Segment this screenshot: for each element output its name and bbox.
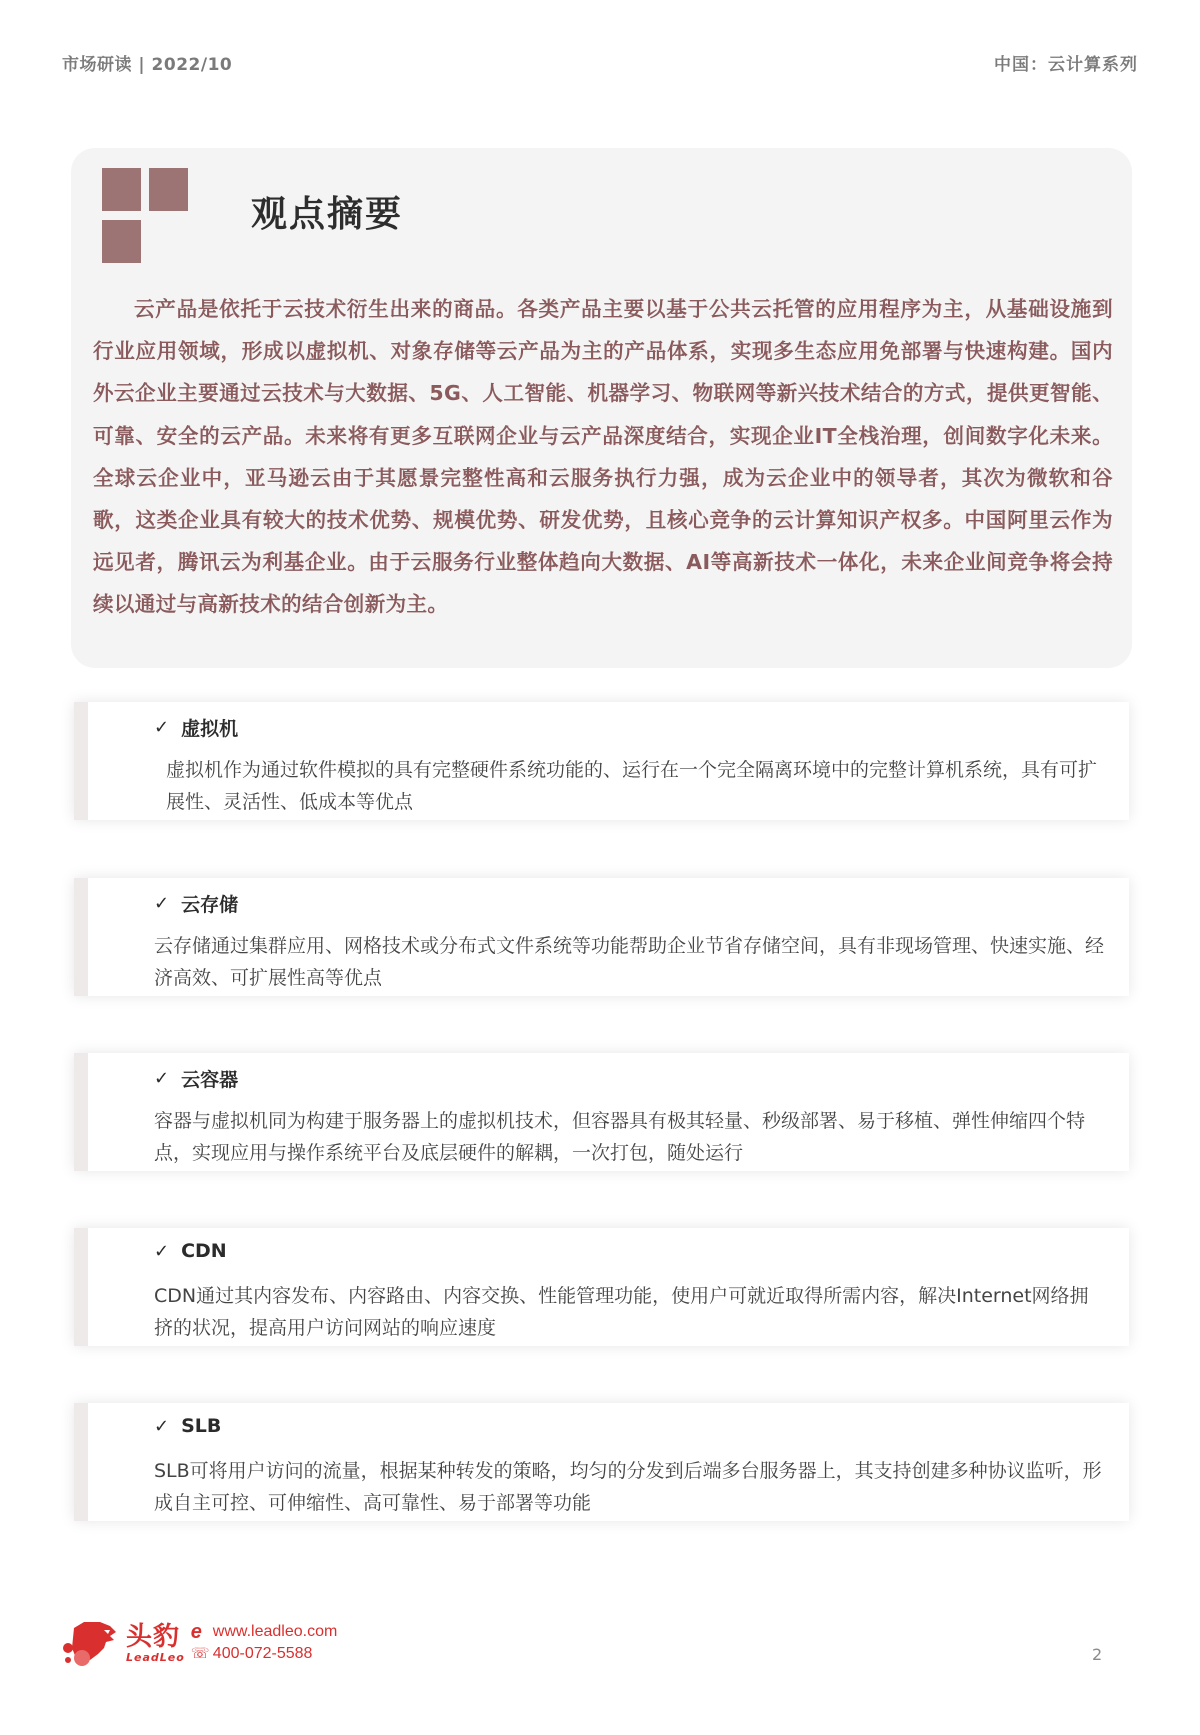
card-cloud-container xyxy=(74,1053,1129,1171)
check-icon: ✓ xyxy=(154,1240,170,1262)
check-icon: ✓ xyxy=(154,1415,170,1437)
web-e-icon: e xyxy=(190,1621,202,1643)
phone-icon: ☏ xyxy=(190,1645,210,1662)
header-report-label: 市场研读 | 2022/10 xyxy=(62,55,233,75)
check-icon: ✓ xyxy=(154,1068,170,1089)
card-cdn xyxy=(74,1228,1129,1346)
card-title: 虚拟机 xyxy=(181,718,239,740)
summary-squares-icon xyxy=(102,168,192,258)
footer-brand xyxy=(60,1618,337,1668)
website-link[interactable]: www.leadleo.com xyxy=(212,1623,338,1640)
leopard-logo-icon xyxy=(60,1618,118,1668)
card-title: 云容器 xyxy=(181,1069,239,1091)
card-title: SLB xyxy=(181,1415,222,1437)
brand-name-en: LeadLeo xyxy=(126,1650,185,1664)
summary-paragraph: 云产品是依托于云技术衍生出来的商品。各类产品主要以基于公共云托管的应用程序为主，从基础设施到行业应用领域，形成以虚拟机、对象存储等云产品为主的产品体系，实现多生态应用免部署与快速构建。国内外云企业主要通过云技术与大数据、5G、人工智能、机器学习、物联网等新兴技术结合的方式，提供更智能、可靠、安全的云产品。未来将有更多互联网企业与云产品深度结合，实现企业IT全栈治理，创间数字化未来。全球云企业中，亚马逊云由于其愿景完整性高和云服务执行力强，成为云企业中的领导者，其次为微软和谷歌，这类企业具有较大的技术优势、规模优势、研发优势，且核心竞争的云计算知识产权多。中国阿里云作为远见者，腾讯云为利基企业。由于云服务行业整体趋向大数据、AI等高新技术一体化，未来企业间竞争将会持续以通过与高新技术的结合创新为主。 xyxy=(93,297,1113,617)
phone-number: 400-072-5588 xyxy=(212,1645,313,1662)
card-title: CDN xyxy=(181,1240,227,1262)
summary-section xyxy=(71,148,1132,668)
card-virtual-machine xyxy=(74,702,1129,820)
card-body: SLB可将用户访问的流量，根据某种转发的策略，均匀的分发到后端多台服务器上，其支持创建多种协议监听，形成自主可控、可伸缩性、高可靠性、易于部署等功能 xyxy=(154,1460,1102,1514)
card-body: 容器与虚拟机同为构建于服务器上的虚拟机技术，但容器具有极其轻量、秒级部署、易于移植、弹性伸缩四个特点，实现应用与操作系统平台及底层硬件的解耦，一次打包，随处运行 xyxy=(154,1110,1086,1164)
card-body: 虚拟机作为通过软件模拟的具有完整硬件系统功能的、运行在一个完全隔离环境中的完整计算机系统，具有可扩展性、灵活性、低成本等优点 xyxy=(166,759,1098,813)
card-title: 云存储 xyxy=(181,894,239,916)
brand-name-cn: 头豹 xyxy=(126,1621,181,1652)
summary-title: 观点摘要 xyxy=(251,194,404,235)
card-body: CDN通过其内容发布、内容路由、内容交换、性能管理功能，使用户可就近取得所需内容，解决Internet网络拥挤的状况，提高用户访问网站的响应速度 xyxy=(154,1285,1089,1339)
check-icon: ✓ xyxy=(154,717,170,738)
page-number: 2 xyxy=(1092,1645,1103,1664)
card-slb xyxy=(74,1403,1129,1521)
card-cloud-storage xyxy=(74,878,1129,996)
check-icon: ✓ xyxy=(154,893,170,914)
card-body: 云存储通过集群应用、网格技术或分布式文件系统等功能帮助企业节省存储空间，具有非现场管理、快速实施、经济高效、可扩展性高等优点 xyxy=(154,935,1105,989)
header-series-label: 中国：云计算系列 xyxy=(994,55,1138,75)
